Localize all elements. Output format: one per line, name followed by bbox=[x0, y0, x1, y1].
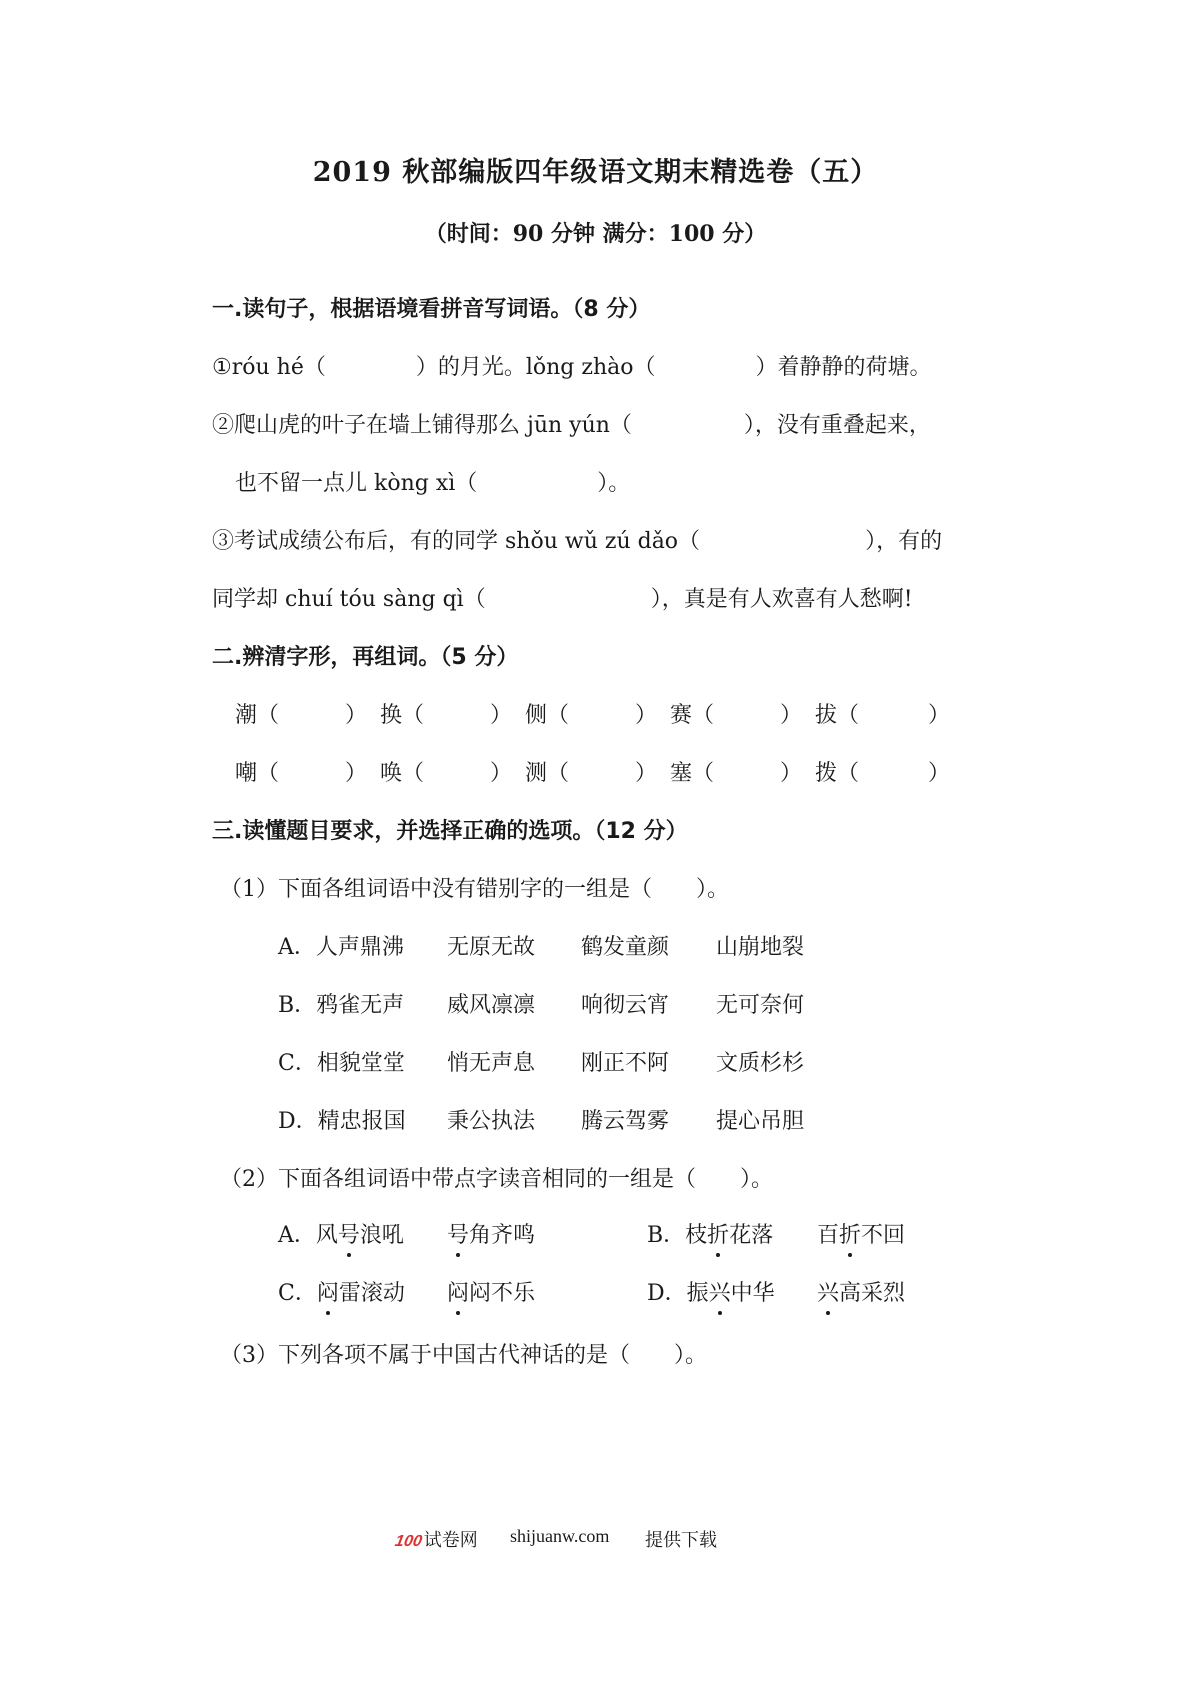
option-d-word: 腾云驾雾 bbox=[581, 1109, 670, 1134]
q1-part-b: ）的月光。lǒng zhào（ bbox=[415, 355, 656, 380]
option-a-word: A．人声鼎沸 bbox=[278, 935, 404, 960]
option-label: C． bbox=[278, 1281, 317, 1306]
dotted-char: 号 bbox=[447, 1221, 469, 1251]
char-cell-close: ） bbox=[780, 703, 803, 728]
option-d-word: 秉公执法 bbox=[447, 1109, 536, 1134]
footer-brand bbox=[395, 1526, 478, 1552]
site-name: 试卷网 bbox=[423, 1530, 478, 1550]
option-text: 中华 bbox=[730, 1281, 775, 1306]
dotted-char: 折 bbox=[707, 1221, 729, 1251]
option-d-word-2 bbox=[817, 1279, 905, 1309]
option-c-word: 刚正不阿 bbox=[581, 1051, 670, 1076]
option-text: 雷滚动 bbox=[338, 1281, 405, 1306]
section1-heading: 一.读句子，根据语境看拼音写词语。（8 分） bbox=[212, 297, 651, 322]
char-cell: 测（ bbox=[525, 761, 570, 786]
char-cell: 嘲（ bbox=[235, 761, 280, 786]
option-a-word: 山崩地裂 bbox=[716, 935, 805, 960]
option-text: 浪吼 bbox=[359, 1223, 404, 1248]
q2-part-a: ②爬山虎的叶子在墙上铺得那么 jūn yún（ bbox=[212, 413, 632, 438]
option-d-word bbox=[647, 1279, 775, 1309]
option-b-word: 无可奈何 bbox=[716, 993, 805, 1018]
option-label: D．振 bbox=[647, 1281, 709, 1306]
char-cell-close: ） bbox=[345, 703, 368, 728]
char-cell: 换（ bbox=[380, 703, 425, 728]
q3-part-c: 同学却 chuí tóu sàng qì（ bbox=[212, 587, 486, 612]
option-a-word-2 bbox=[447, 1221, 535, 1251]
char-cell-close: ） bbox=[345, 761, 368, 786]
page-subtitle: （时间：90 分钟 满分：100 分） bbox=[424, 221, 767, 247]
option-b-word-2 bbox=[817, 1221, 905, 1251]
option-c-word-2 bbox=[447, 1279, 535, 1309]
option-a-word: 无原无故 bbox=[447, 935, 536, 960]
option-text: 花落 bbox=[729, 1223, 774, 1248]
char-cell-close: ） bbox=[928, 761, 951, 786]
option-c-word: 文质杉杉 bbox=[716, 1051, 805, 1076]
dotted-char: 闷 bbox=[317, 1279, 339, 1309]
char-cell: 侧（ bbox=[525, 703, 570, 728]
section3-q1-stem: （1）下面各组词语中没有错别字的一组是（ ）。 bbox=[220, 877, 729, 902]
char-cell-close: ） bbox=[635, 761, 658, 786]
option-text: 高采烈 bbox=[839, 1281, 906, 1306]
section3-q3-stem: （3）下列各项不属于中国古代神话的是（ ）。 bbox=[220, 1343, 707, 1368]
char-cell: 拔（ bbox=[815, 703, 860, 728]
option-b-word: 威风凛凛 bbox=[447, 993, 536, 1018]
q3-part-b: ），有的 bbox=[865, 529, 943, 554]
char-cell-close: ） bbox=[490, 761, 513, 786]
dotted-char: 兴 bbox=[709, 1279, 731, 1309]
option-c-word: 悄无声息 bbox=[447, 1051, 536, 1076]
option-b-word: B．鸦雀无声 bbox=[278, 993, 405, 1018]
char-cell: 唤（ bbox=[380, 761, 425, 786]
option-c-word bbox=[278, 1279, 405, 1309]
option-text: 闷不乐 bbox=[469, 1281, 536, 1306]
q2-part-c: 也不留一点儿 kòng xì（ bbox=[235, 471, 478, 496]
dotted-char: 闷 bbox=[447, 1279, 469, 1309]
char-cell-close: ） bbox=[490, 703, 513, 728]
dotted-char: 兴 bbox=[817, 1279, 839, 1309]
section1-question3-cont bbox=[212, 585, 913, 615]
char-cell-close: ） bbox=[780, 761, 803, 786]
option-d-word: D．精忠报国 bbox=[278, 1109, 406, 1134]
char-cell: 潮（ bbox=[235, 703, 280, 728]
q2-part-b: ），没有重叠起来， bbox=[743, 413, 931, 438]
q3-part-a: ③考试成绩公布后，有的同学 shǒu wǔ zú dǎo（ bbox=[212, 529, 701, 554]
char-cell-close: ） bbox=[928, 703, 951, 728]
section1-question2-cont bbox=[235, 469, 630, 499]
site-logo: 100 bbox=[393, 1533, 424, 1550]
char-cell: 塞（ bbox=[670, 761, 715, 786]
section2-heading: 二.辨清字形，再组词。（5 分） bbox=[212, 645, 519, 670]
footer-note: 提供下载 bbox=[645, 1530, 717, 1550]
option-label: A．风 bbox=[278, 1223, 338, 1248]
char-cell-close: ） bbox=[635, 703, 658, 728]
option-label: B．枝 bbox=[647, 1223, 708, 1248]
q1-part-c: ）着静静的荷塘。 bbox=[755, 355, 932, 380]
dotted-char: 折 bbox=[839, 1221, 861, 1251]
option-text: 百 bbox=[817, 1223, 840, 1248]
dotted-char: 号 bbox=[338, 1221, 360, 1251]
q2-part-d: ）。 bbox=[597, 471, 631, 496]
option-text: 不回 bbox=[861, 1223, 906, 1248]
section1-question3 bbox=[212, 527, 942, 557]
option-b-word: 响彻云宵 bbox=[581, 993, 670, 1018]
section1-question1 bbox=[212, 353, 932, 383]
char-cell: 拨（ bbox=[815, 761, 860, 786]
option-d-word: 提心吊胆 bbox=[716, 1109, 805, 1134]
footer-url[interactable]: shijuanw.com bbox=[510, 1526, 610, 1546]
char-cell: 赛（ bbox=[670, 703, 715, 728]
option-b-word bbox=[647, 1221, 773, 1251]
option-text: 角齐鸣 bbox=[469, 1223, 536, 1248]
option-a-word bbox=[278, 1221, 404, 1251]
section3-q2-stem: （2）下面各组词语中带点字读音相同的一组是（ ）。 bbox=[220, 1167, 773, 1192]
section3-heading: 三.读懂题目要求，并选择正确的选项。（12 分） bbox=[212, 819, 688, 844]
q3-part-d: ），真是有人欢喜有人愁啊! bbox=[650, 587, 913, 612]
option-a-word: 鹤发童颜 bbox=[581, 935, 670, 960]
option-c-word: C．相貌堂堂 bbox=[278, 1051, 405, 1076]
q1-part-a: ①róu hé（ bbox=[212, 355, 326, 380]
section1-question2 bbox=[212, 411, 931, 441]
page-title: 2019 秋部编版四年级语文期末精选卷（五） bbox=[312, 157, 879, 188]
